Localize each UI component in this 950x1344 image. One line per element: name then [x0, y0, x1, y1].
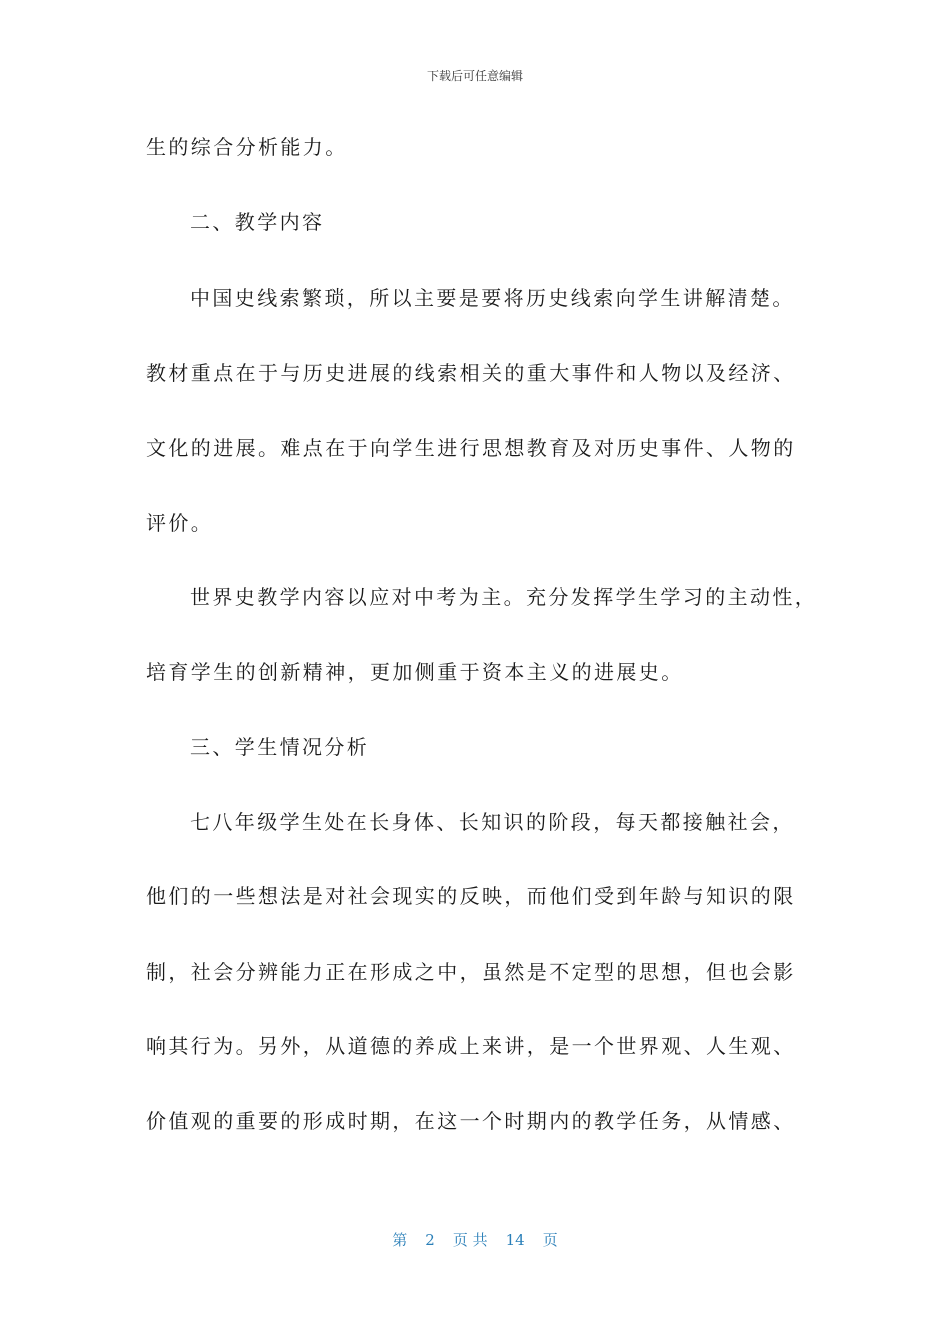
body-line-1: 生的综合分析能力。 — [146, 135, 348, 159]
body-line-4: 教材重点在于与历史进展的线索相关的重大事件和人物以及经济、 — [146, 361, 796, 385]
footer-ye-gong: 页 共 — [452, 1231, 488, 1249]
body-line-6: 评价。 — [146, 511, 214, 535]
page-header: 下载后可任意编辑 — [426, 69, 523, 83]
body-line-11: 他们的一些想法是对社会现实的反映，而他们受到年龄与知识的限 — [146, 884, 796, 908]
body-line-14: 价值观的重要的形成时期，在这一个时期内的教学任务，从情感、 — [146, 1109, 796, 1133]
body-line-7: 世界史教学内容以应对中考为主。充分发挥学生学习的主动性， — [190, 585, 818, 609]
body-line-5: 文化的进展。难点在于向学生进行思想教育及对历史事件、人物的 — [146, 436, 796, 460]
footer-page-number: 2 — [425, 1231, 435, 1249]
body-line-10: 七八年级学生处在长身体、长知识的阶段，每天都接触社会， — [190, 810, 795, 834]
body-line-3: 中国史线索繁琐，所以主要是要将历史线索向学生讲解清楚。 — [190, 286, 795, 310]
footer-total-pages: 14 — [505, 1231, 525, 1249]
page-footer — [0, 1229, 950, 1250]
footer-ye: 页 — [542, 1231, 558, 1249]
footer-di: 第 — [392, 1231, 408, 1249]
body-line-12: 制，社会分辨能力正在形成之中，虽然是不定型的思想，但也会影 — [146, 960, 796, 984]
section-heading-student-analysis: 三、学生情况分析 — [190, 735, 370, 759]
body-line-13: 响其行为。另外，从道德的养成上来讲，是一个世界观、人生观、 — [146, 1034, 796, 1058]
body-line-8: 培育学生的创新精神，更加侧重于资本主义的进展史。 — [146, 660, 684, 684]
section-heading-teaching-content: 二、教学内容 — [190, 210, 325, 234]
